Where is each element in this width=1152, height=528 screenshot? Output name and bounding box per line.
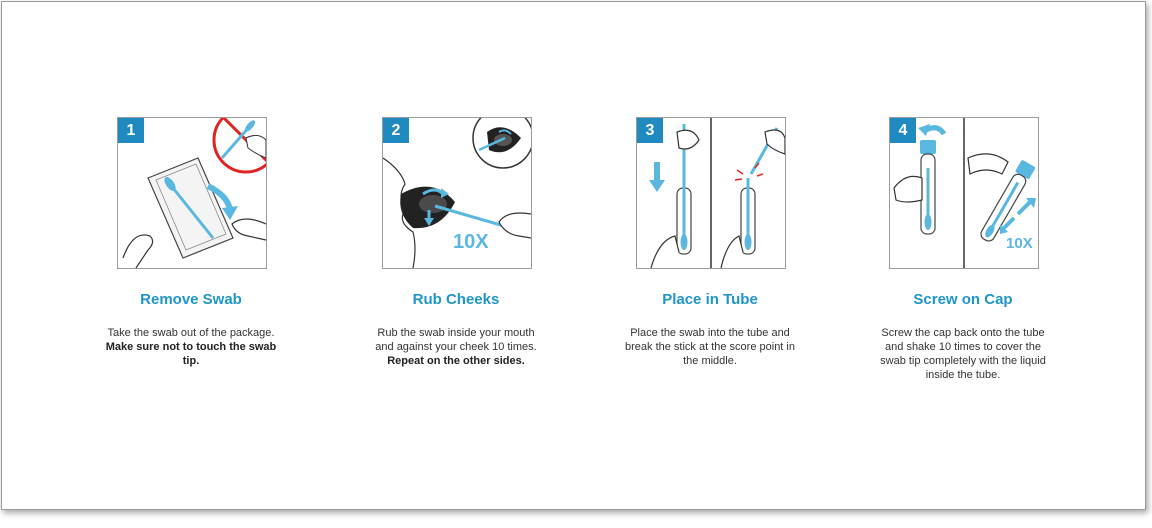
step-3-number-badge: 3 (637, 118, 663, 143)
step-4-text: Screw the cap back onto the tube and shake 10 times to cover the swab tip completely with the liquid inside the tube. (880, 327, 1046, 381)
step-2-number-badge: 2 (383, 118, 409, 143)
step-2-warning: Repeat on the other sides. (387, 355, 525, 367)
step-3-text: Place the swab into the tube and break the stick at the score point in the middle. (625, 327, 795, 367)
step-4-shake-label: 10X (1006, 235, 1033, 252)
step-1-illustration (117, 117, 267, 269)
step-4-number-badge: 4 (890, 118, 916, 143)
instruction-sheet (1, 1, 1146, 510)
step-2-repeat-label: 10X (453, 231, 489, 253)
step-1-number-badge: 1 (118, 118, 144, 143)
step-2-description (369, 326, 543, 368)
step-4-illustration (889, 117, 1039, 269)
step-2-text: Rub the swab inside your mouth and against your cheek 10 times. (375, 327, 537, 353)
step-1-description (104, 326, 278, 368)
step-1-text: Take the swab out of the package. (107, 327, 275, 339)
step-3-illustration (636, 117, 786, 269)
step-3-title: Place in Tube (662, 291, 758, 308)
step-1-title: Remove Swab (140, 291, 242, 308)
step-4-title: Screw on Cap (913, 291, 1013, 308)
step-1-warning: Make sure not to touch the swab tip. (105, 341, 277, 367)
step-2-title: Rub Cheeks (412, 291, 500, 308)
step-4-description (876, 326, 1050, 382)
step-2-illustration (382, 117, 532, 269)
step-3-description (623, 326, 797, 368)
